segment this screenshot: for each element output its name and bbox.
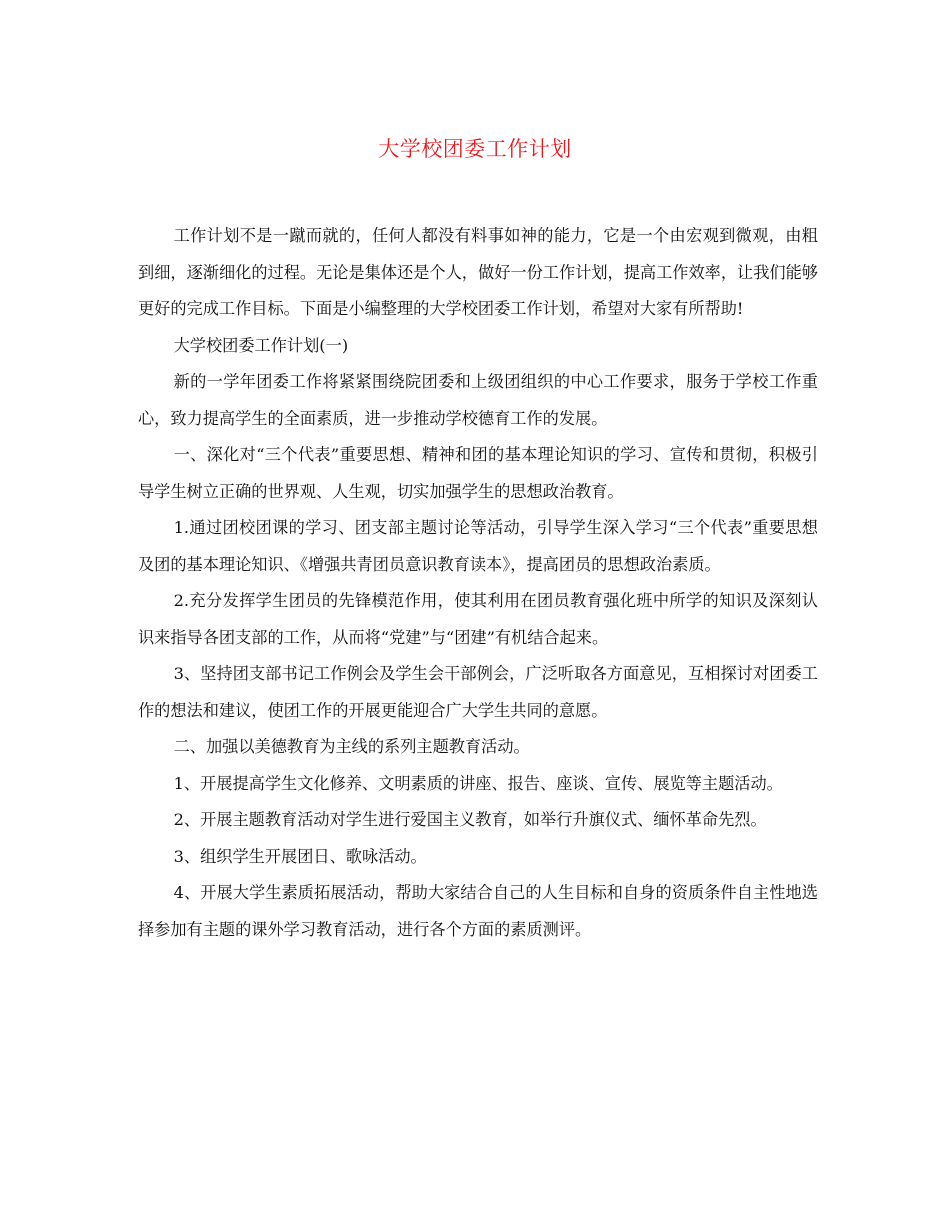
paragraph: 1、开展提高学生文化修养、文明素质的讲座、报告、座谈、宣传、展览等主题活动。: [173, 773, 783, 793]
paragraph: 2、开展主题教育活动对学生进行爱国主义教育，如举行升旗仪式、缅怀革命先烈。: [173, 810, 767, 829]
document-body: [138, 218, 818, 948]
paragraph: 3、坚持团支部书记工作例会及学生会干部例会，广泛听取各方面意见，互相探讨对团委工作的想法和建议，使团工作的开展更能迎合广大学生共同的意愿。: [138, 664, 818, 720]
paragraph-intro: 工作计划不是一蹴而就的，任何人都没有料事如神的能力，它是一个由宏观到微观，由粗到细，逐渐细化的过程。无论是集体还是个人，做好一份工作计划，提高工作效率，让我们能够更好的完成工作目标。下面是小编整理的大学校团委工作计划，希望对大家有所帮助!: [138, 226, 818, 318]
paragraph-section-heading: 大学校团委工作计划(一): [173, 335, 349, 355]
document-title: 大学校团委工作计划: [378, 137, 572, 161]
paragraph: 4、开展大学生素质拓展活动，帮助大家结合自己的人生目标和自身的资质条件自主性地选择参加有主题的课外学习教育活动，进行各个方面的素质测评。: [138, 883, 818, 939]
paragraph: 1.通过团校团课的学习、团支部主题讨论等活动，引导学生深入学习“三个代表”重要思想及团的基本理论知识、《增强共青团员意识教育读本》，提高团员的思想政治素质。: [138, 518, 818, 574]
paragraph: 一、深化对“三个代表”重要思想、精神和团的基本理论知识的学习、宣传和贯彻，积极引导学生树立正确的世界观、人生观，切实加强学生的思想政治教育。: [138, 445, 818, 501]
paragraph: 2.充分发挥学生团员的先锋模范作用，使其利用在团员教育强化班中所学的知识及深刻认识来指导各团支部的工作，从而将“党建”与“团建”有机结合起来。: [138, 591, 818, 647]
paragraph: 二、加强以美德教育为主线的系列主题教育活动。: [173, 737, 530, 756]
paragraph: 新的一学年团委工作将紧紧围绕院团委和上级团组织的中心工作要求，服务于学校工作重心，致力提高学生的全面素质，进一步推动学校德育工作的发展。: [138, 372, 818, 428]
paragraph: 3、组织学生开展团日、歌咏活动。: [173, 846, 427, 866]
